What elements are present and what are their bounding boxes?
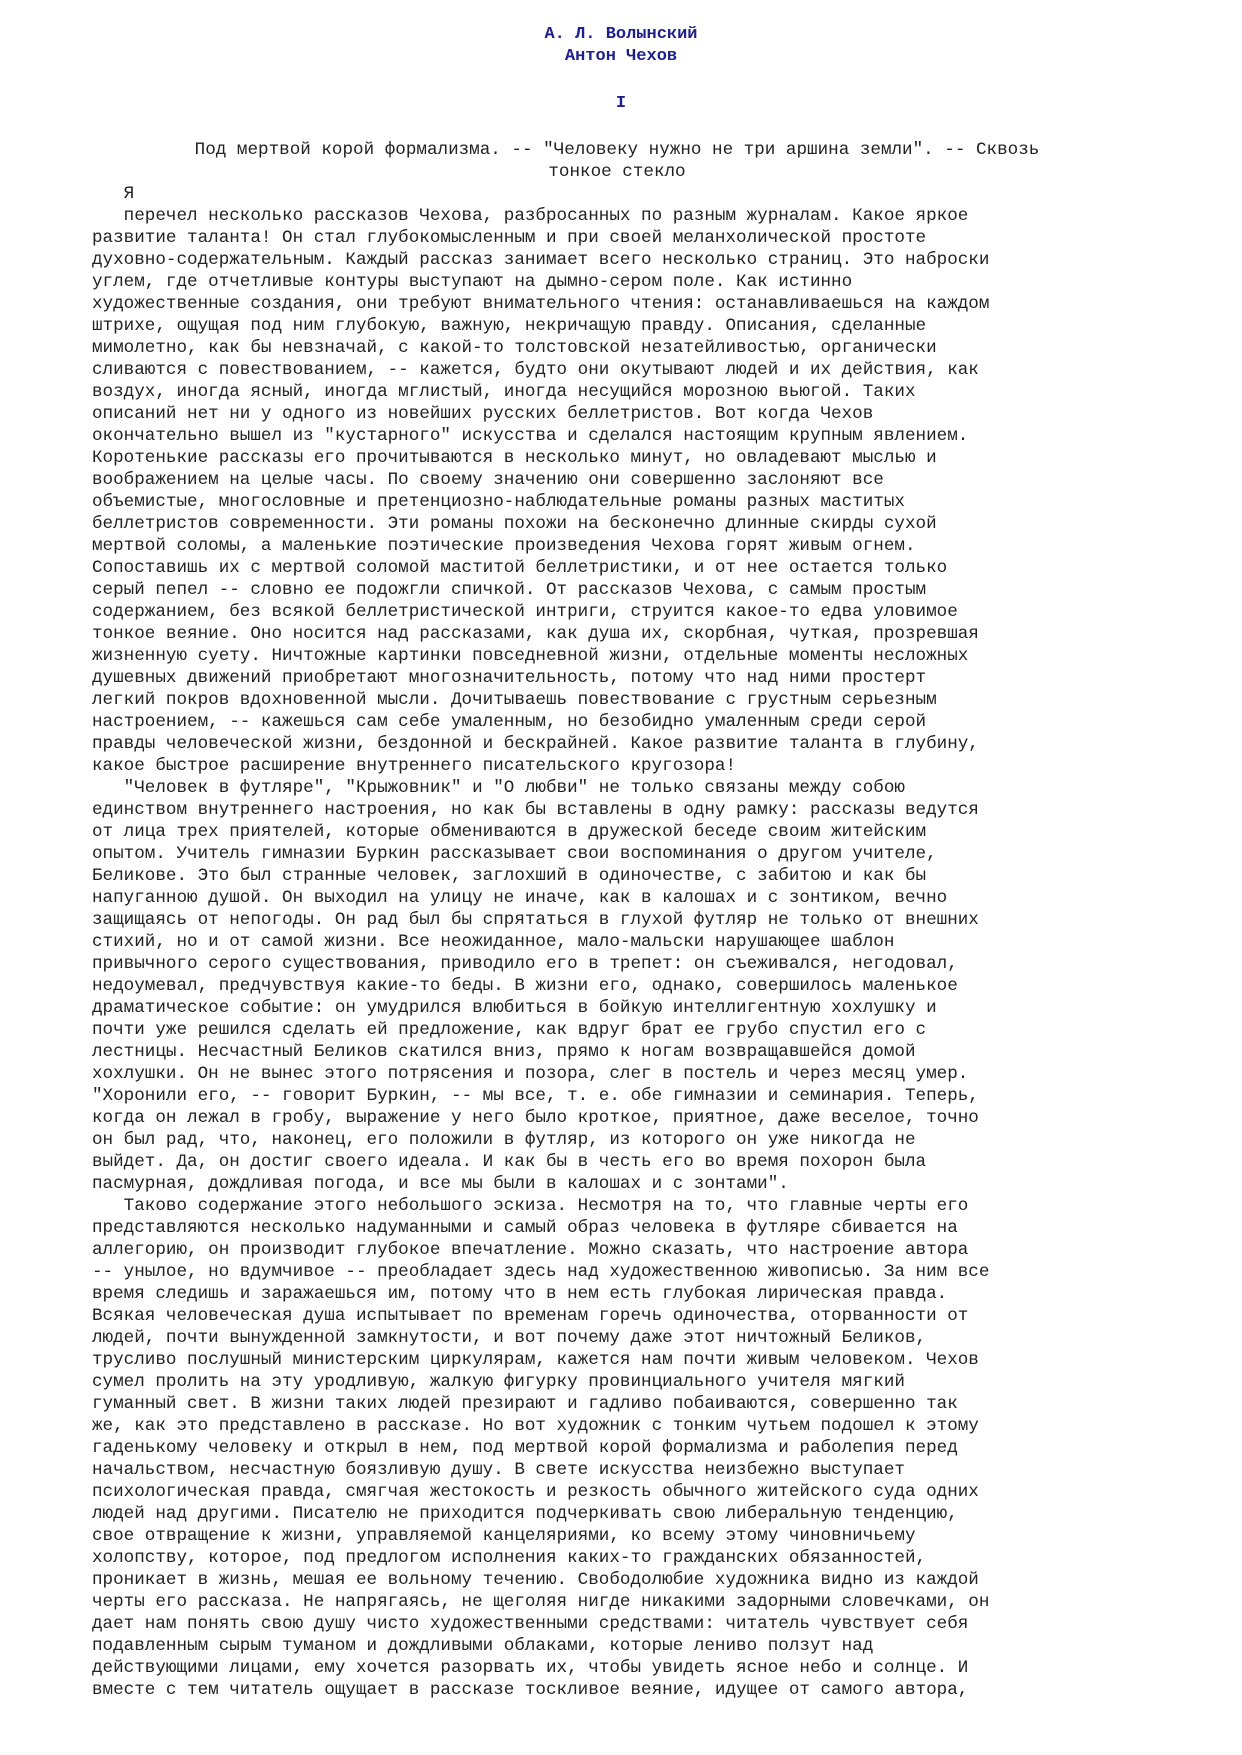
text-line: подавленным сырым туманом и дождливыми облаками, которые лениво ползут над [92, 1636, 874, 1656]
text-line: хохлушки. Он не вынес этого потрясения и позора, слег в постель и через месяц умер. [92, 1064, 969, 1084]
text-line: штрихе, ощущая под ним глубокую, важную, некричащую правду. Описания, сделанные [92, 316, 927, 336]
text-line: вместе с тем читатель ощущает в рассказе тоскливое веяние, идущее от самого автора, [92, 1680, 969, 1700]
text-line: стихий, но и от самой жизни. Все неожиданное, мало-мальски нарушающее шаблон [92, 932, 895, 952]
text-line: опытом. Учитель гимназии Буркин рассказывает свои воспоминания о другом учителе, [92, 844, 937, 864]
text-line: воздух, иногда ясный, иногда мглистый, иногда несущийся морозною вьюгой. Таких [92, 382, 916, 402]
text-line: время следишь и заражаешься им, потому что в нем есть глубокая лирическая правда. [92, 1284, 948, 1304]
text-line: лестницы. Несчастный Беликов скатился вниз, прямо к ногам возвращавшейся домой [92, 1042, 916, 1062]
text-line: -- унылое, но вдумчивое -- преобладает здесь над художественною живописью. За ним все [92, 1262, 990, 1282]
text-line: защищаясь от непогоды. Он рад был бы спрятаться в глухой футляр не только от внешних [92, 910, 979, 930]
document-title: Антон Чехов [564, 47, 678, 66]
text-line: людей над другими. Писателю не приходится подчеркивать свою либеральную тенденцию, [92, 1504, 958, 1524]
text-line: "Человек в футляре", "Крыжовник" и "О любви" не только связаны между собою [92, 778, 905, 798]
text-line: же, как это представлено в рассказе. Но вот художник с тонким чутьем подошел к этому [92, 1416, 979, 1436]
text-line: Коротенькие рассказы его прочитываются в несколько минут, но овладевают мыслью и [92, 448, 937, 468]
text-line: психологическая правда, смягчая жестокость и резкость обычного житейского суда одних [92, 1482, 979, 1502]
text-line: перечел несколько рассказов Чехова, разбросанных по разным журналам. Какое яркое [92, 206, 969, 226]
text-line: мимолетно, как бы невзначай, с какой-то толстовской незатейливостью, органически [92, 338, 937, 358]
text-line: он был рад, что, наконец, его положили в футляр, из которого он уже никогда не [92, 1130, 916, 1150]
text-line: проникает в жизнь, мешая ее вольному течению. Свободолюбие художника видно из каждой [92, 1570, 979, 1590]
text-line: аллегорию, он производит глубокое впечатление. Можно сказать, что настроение автора [92, 1240, 969, 1260]
text-line: холопству, которое, под предлогом исполнения каких-то гражданских обязанностей, [92, 1548, 927, 1568]
text-line: действующими лицами, ему хочется разорвать их, чтобы увидеть ясное небо и солнце. И [92, 1658, 969, 1678]
text-line: духовно-содержательным. Каждый рассказ занимает всего несколько страниц. Это наброски [92, 250, 990, 270]
text-line: Сопоставишь их с мертвой соломой маститой беллетристики, и от нее остается только [92, 558, 948, 578]
text-line: гаденькому человеку и открыл в нем, под мертвой корой формализма и раболепия перед [92, 1438, 958, 1458]
text-line: напуганною душой. Он выходил на улицу не иначе, как в калошах и с зонтиком, вечно [92, 888, 948, 908]
author-name: А. Л. Волынский [544, 25, 698, 44]
text-line: углем, где отчетливые контуры выступают на дымно-сером поле. Как истинно [92, 272, 853, 292]
text-line: тонкое веяние. Оно носится над рассказами, как душа их, скорбная, чуткая, прозревшая [92, 624, 979, 644]
text-line: привычного серого существования, приводило его в трепет: он съеживался, негодовал, [92, 954, 958, 974]
text-line: беллетристов современности. Эти романы похожи на бесконечно длинные скирды сухой [92, 514, 937, 534]
text-line: Таково содержание этого небольшого эскиза. Несмотря на то, что главные черты его [92, 1196, 969, 1216]
text-line: черты его рассказа. Не напрягаясь, не щеголяя нигде никакими задорными словечками, он [92, 1592, 990, 1612]
text-line: почти уже решился сделать ей предложение, как вдруг брат ее грубо спустил его с [92, 1020, 927, 1040]
text-line: настроением, -- кажешься сам себе умаленным, но безобидно умаленным среди серой [92, 712, 927, 732]
text-line: драматическое событие: он умудрился влюбиться в бойкую интеллигентную хохлушку и [92, 998, 937, 1018]
text-line: от лица трех приятелей, которые обмениваются в дружеской беседе своим житейским [92, 822, 927, 842]
chapter-epigraph [112, 139, 1122, 183]
text-line: когда он лежал в гробу, выражение у него было кроткое, приятное, даже веселое, точно [92, 1108, 979, 1128]
text-line: пасмурная, дождливая погода, и все мы были в калошах и с зонтами". [92, 1174, 789, 1194]
text-line: душевных движений приобретают многозначительность, потому что над ними простерт [92, 668, 927, 688]
text-line: гуманный свет. В жизни таких людей презирают и гадливо побаиваются, совершенно так [92, 1394, 958, 1414]
text-line: развитие таланта! Он стал глубокомысленным и при своей меланхолической простоте [92, 228, 927, 248]
text-line: описаний нет ни у одного из новейших русских беллетристов. Вот когда Чехов [92, 404, 874, 424]
text-line: серый пепел -- словно ее подожгли спичкой. От рассказов Чехова, с самым простым [92, 580, 927, 600]
text-line: "Хоронили его, -- говорит Буркин, -- мы все, т. е. обе гимназии и семинария. Теперь, [92, 1086, 979, 1106]
chapter-number: I [615, 94, 627, 113]
text-line: окончательно вышел из "кустарного" искусства и сделался настоящим крупным явлением. [92, 426, 969, 446]
epigraph-line: тонкое стекло [548, 162, 686, 182]
text-line: дает нам понять свою душу чисто художественными средствами: читатель чувствует себя [92, 1614, 969, 1634]
document-header [0, 24, 1242, 68]
text-line: единством внутреннего настроения, но как бы вставлены в одну рамку: рассказы ведутся [92, 800, 979, 820]
text-line: воображением на целые часы. По своему значению они совершенно заслоняют все [92, 470, 884, 490]
text-line: объемистые, многословные и претенциозно-наблюдательные романы разных маститых [92, 492, 905, 512]
text-line: выйдет. Да, он достиг своего идеала. И как бы в честь его во время похорон была [92, 1152, 927, 1172]
text-line: сливаются с повествованием, -- кажется, будто они окутывают людей и их действия, как [92, 360, 979, 380]
text-line: начальством, несчастную боязливую душу. В свете искусства неизбежно выступает [92, 1460, 905, 1480]
text-line: трусливо послушный министерским циркулярам, кажется нам почти живым человеком. Чехов [92, 1350, 979, 1370]
text-line: людей, почти вынужденной замкнутости, и вот почему даже этот ничтожный Беликов, [92, 1328, 927, 1348]
text-line: представляются несколько надуманными и самый образ человека в футляре сбивается на [92, 1218, 958, 1238]
text-line: Беликове. Это был странные человек, заглохший в одиночестве, с забитою и как бы [92, 866, 927, 886]
text-line: сумел пролить на эту уродливую, жалкую фигурку провинциального учителя мягкий [92, 1372, 905, 1392]
text-line: недоумевал, предчувствуя какие-то беды. В жизни его, однако, совершилось маленькое [92, 976, 958, 996]
text-line: содержанием, без всякой беллетристической интриги, струится какое-то едва уловимое [92, 602, 958, 622]
text-line: Я [92, 184, 135, 204]
text-line: правды человеческой жизни, бездонной и бескрайней. Какое развитие таланта в глубину, [92, 734, 979, 754]
text-line: Всякая человеческая душа испытывает по временам горечь одиночества, оторванности от [92, 1306, 969, 1326]
text-line: легкий покров вдохновенной мысли. Дочитываешь повествование с грустным серьезным [92, 690, 937, 710]
text-line: жизненную суету. Ничтожные картинки повседневной жизни, отдельные моменты несложных [92, 646, 969, 666]
body-text [92, 183, 1172, 1701]
text-line: мертвой соломы, а маленькие поэтические произведения Чехова горят живым огнем. [92, 536, 916, 556]
text-line: художественные создания, они требуют внимательного чтения: останавливаешься на каждом [92, 294, 990, 314]
text-line: какое быстрое расширение внутреннего писательского кругозора! [92, 756, 737, 776]
epigraph-line: Под мертвой корой формализма. -- "Человеку нужно не три аршина земли". -- Сквозь [194, 140, 1040, 160]
text-line: свое отвращение к жизни, управляемой канцеляриями, ко всему этому чиновничьему [92, 1526, 916, 1546]
